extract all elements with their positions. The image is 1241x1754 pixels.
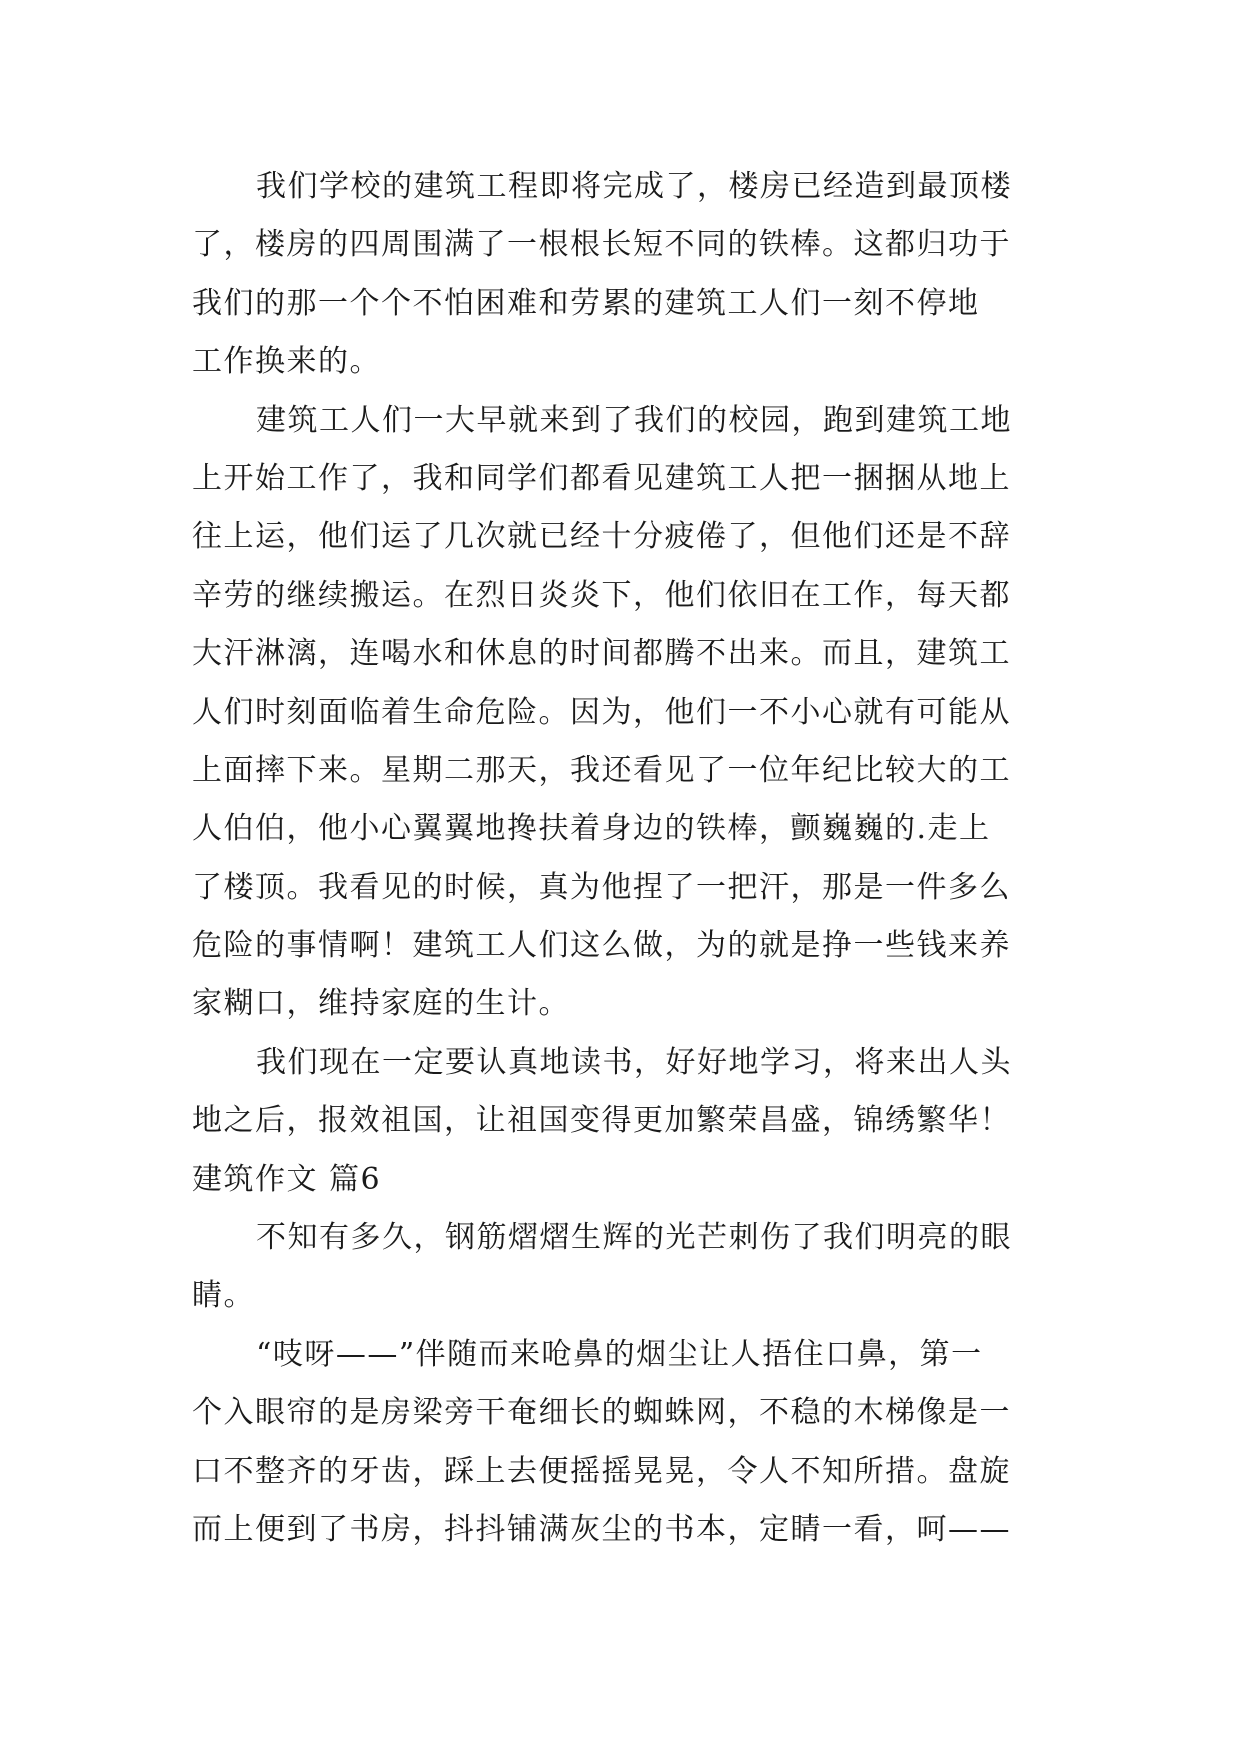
text-line: 睛。 <box>192 1278 255 1314</box>
text-line: 而上便到了书房，抖抖铺满灰尘的书本，定睛一看，呵—— <box>192 1511 1011 1547</box>
text-line: 了楼顶。我看见的时候，真为他捏了一把汗，那是一件多么 <box>192 869 1011 905</box>
text-line: 个入眼帘的是房梁旁干奄细长的蜘蛛网，不稳的木梯像是一 <box>192 1395 1011 1431</box>
text-line: 上面摔下来。星期二那天，我还看见了一位年纪比较大的工 <box>192 752 1011 788</box>
text-line: 我们学校的建筑工程即将完成了，楼房已经造到最顶楼 <box>256 169 1012 204</box>
section-heading: 建筑作文 篇6 <box>192 1161 382 1197</box>
text-line: 我们的那一个个不怕困难和劳累的建筑工人们一刻不停地 <box>192 285 980 321</box>
text-line: 往上运，他们运了几次就已经十分疲倦了，但他们还是不辞 <box>192 519 1011 555</box>
text-line: 口不整齐的牙齿，踩上去便摇摇晃晃，令人不知所措。盘旋 <box>192 1453 1011 1489</box>
text-line: 上开始工作了，我和同学们都看见建筑工人把一捆捆从地上 <box>192 460 1011 496</box>
text-line: 大汗淋漓，连喝水和休息的时间都腾不出来。而且，建筑工 <box>192 636 1011 672</box>
text-line: 建筑工人们一大早就来到了我们的校园，跑到建筑工地 <box>256 402 1012 438</box>
text-line: “吱呀——”伴随而来呛鼻的烟尘让人捂住口鼻，第一 <box>256 1336 983 1372</box>
text-line: 地之后，报效祖国，让祖国变得更加繁荣昌盛，锦绣繁华！ <box>192 1103 1011 1139</box>
text-line: 不知有多久，钢筋熠熠生辉的光芒刺伤了我们明亮的眼 <box>256 1220 1012 1256</box>
text-line: 人们时刻面临着生命危险。因为，他们一不小心就有可能从 <box>192 694 1011 730</box>
text-line: 人伯伯，他小心翼翼地搀扶着身边的铁棒，颤巍巍的.走上 <box>192 811 991 847</box>
text-line: 我们现在一定要认真地读书，好好地学习，将来出人头 <box>256 1044 1012 1080</box>
text-line: 了，楼房的四周围满了一根根长短不同的铁棒。这都归功于 <box>192 227 1011 263</box>
text-line: 家糊口，维持家庭的生计。 <box>192 986 570 1022</box>
text-line: 辛劳的继续搬运。在烈日炎炎下，他们依旧在工作，每天都 <box>192 577 1011 613</box>
document-body <box>192 158 1052 1559</box>
text-line: 危险的事情啊！建筑工人们这么做，为的就是挣一些钱来养 <box>192 928 1011 964</box>
text-line: 工作换来的。 <box>192 344 381 380</box>
